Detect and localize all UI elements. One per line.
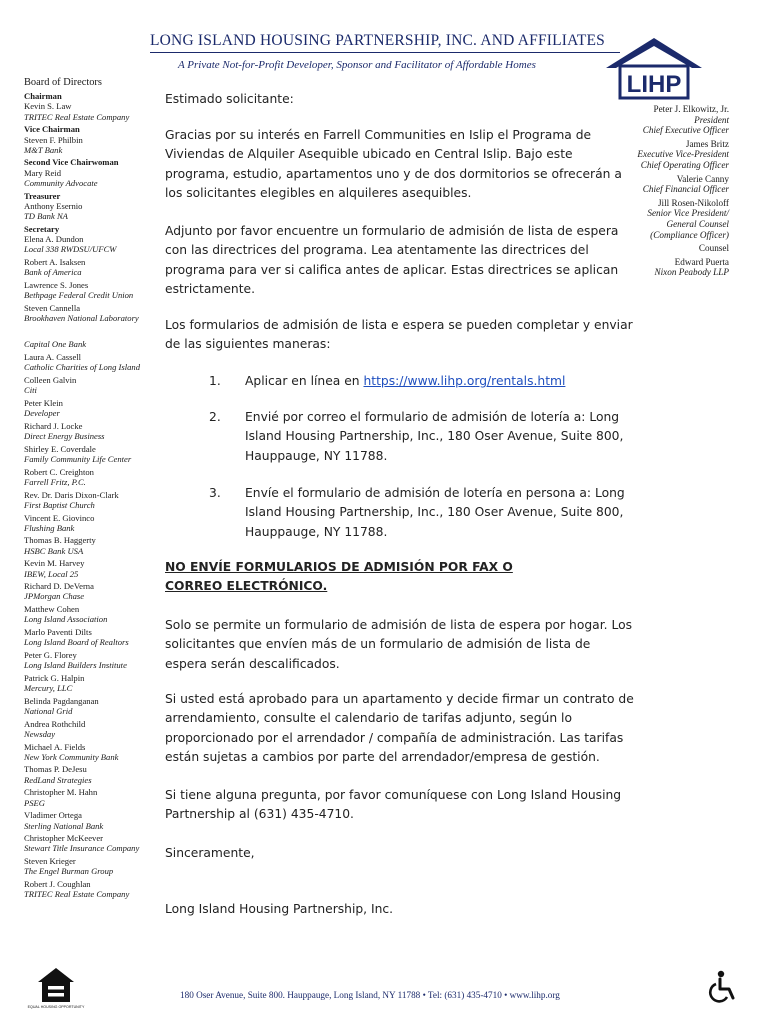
board-member: [24, 856, 159, 876]
member-org: Mercury, LLC: [24, 683, 73, 694]
member-name: Mary Reid: [24, 167, 61, 178]
member-org: Direct Energy Business: [24, 431, 105, 442]
officer-name: Jill Rosen-Nikoloff: [657, 197, 729, 208]
member-org: Long Island Builders Institute: [24, 660, 127, 671]
rentals-link[interactable]: https://www.lihp.org/rentals.html: [363, 374, 566, 388]
member-name: Steven Cannella: [24, 302, 81, 313]
board-member: [24, 879, 159, 899]
board-member: [24, 627, 159, 647]
member-name: Belinda Pagdanganan: [24, 695, 99, 706]
member-org: Citi: [24, 385, 37, 396]
member-name: Anthony Esernio: [24, 200, 83, 211]
board-member: [24, 224, 159, 255]
list-text: Envíe el formulario de admisión de lotería en persona a: Long Island Housing Partnership, Inc., 180 Oser Avenue, Suite 800, Hauppauge, NY 11788.: [245, 486, 625, 539]
member-org: Capital One Bank: [24, 339, 87, 350]
paragraph-4: Solo se permite un formulario de admisión de lista de espera por hogar. Los solicitantes que envíen más de un formulario de admisión de lista de espera serán descalificados.: [165, 618, 633, 671]
member-org: TRITEC Real Estate Company: [24, 111, 130, 122]
officer-title: President Chief Executive Officer: [642, 114, 729, 136]
list-text: Aplicar en línea en: [245, 374, 364, 388]
member-org: First Baptist Church: [24, 499, 95, 510]
closing: Sinceramente,: [165, 846, 255, 860]
member-org: Bank of America: [24, 266, 82, 277]
member-name: Rev. Dr. Daris Dixon-Clark: [24, 489, 119, 500]
board-member: [24, 810, 159, 830]
member-role: Secretary: [24, 223, 60, 234]
list-number: 3.: [209, 486, 221, 500]
member-org: Developer: [24, 408, 60, 419]
officer-name: Edward Puerta: [674, 256, 729, 267]
member-org: Sterling National Bank: [24, 820, 104, 831]
member-name: Robert C. Creighton: [24, 466, 94, 477]
board-member: [24, 719, 159, 739]
member-name: Vincent E. Giovinco: [24, 512, 95, 523]
officer-name: Peter J. Elkowitz, Jr.: [653, 104, 729, 114]
member-name: Christopher M. Hahn: [24, 787, 98, 798]
equal-housing-icon: [27, 966, 85, 1014]
board-member: [24, 467, 159, 487]
member-role: Chairman: [24, 91, 62, 102]
member-name: Kevin M. Harvey: [24, 558, 85, 569]
member-role: Second Vice Chairwoman: [24, 157, 119, 168]
wheelchair-accessible-icon: [707, 970, 739, 1004]
member-name: Richard D. DeVerna: [24, 581, 94, 592]
board-member: [24, 604, 159, 624]
paragraph-2: Adjunto por favor encuentre un formulario de admisión de lista de espera con las directrices del programa. Lea atentamente las directrices del programa para ver si califica antes de aplicar. Estas directrices se aplican estrictamente.: [165, 224, 619, 296]
member-org: PSEG: [24, 797, 46, 808]
member-name: Michael A. Fields: [24, 741, 86, 752]
letterhead-rule: [150, 52, 620, 53]
member-name: Marlo Paventi Dilts: [24, 627, 92, 638]
member-org: Farrell Fritz, P.C.: [24, 476, 86, 487]
member-name: Steven F. Philbin: [24, 134, 83, 145]
list-number: 1.: [209, 374, 221, 388]
board-member: [24, 352, 159, 372]
board-member: [24, 280, 159, 300]
officer-name: James Britz: [685, 138, 729, 149]
member-org: New York Community Bank: [24, 751, 119, 762]
member-org: Brookhaven National Laboratory: [24, 312, 139, 323]
eho-text: EQUAL HOUSING OPPORTUNITY: [27, 1005, 85, 1009]
member-name: Shirley E. Coverdale: [24, 443, 96, 454]
member-org: Family Community Life Center: [24, 454, 132, 464]
member-org: Catholic Charities of Long Island: [24, 362, 141, 373]
member-org: Newsday: [24, 728, 56, 739]
member-name: Lawrence S. Jones: [24, 279, 89, 290]
board-member: [24, 157, 159, 188]
member-org: TRITEC Real Estate Company: [24, 889, 130, 900]
board-member: [24, 833, 159, 853]
board-of-directors: [24, 78, 159, 902]
member-org: Bethpage Federal Credit Union: [24, 289, 134, 300]
footer-address: 180 Oser Avenue, Suite 800. Hauppauge, Long Island, NY 11788 • Tel: (631) 435-4710 • www.lihp.org: [180, 990, 560, 1000]
member-org: National Grid: [24, 705, 73, 716]
board-member: [24, 764, 159, 784]
member-name: Laura A. Cassell: [24, 352, 82, 363]
member-org: Stewart Title Insurance Company: [24, 843, 140, 854]
member-org: IBEW, Local 25: [24, 568, 79, 579]
member-name: Robert A. Isaksen: [24, 256, 86, 267]
board-member: [24, 339, 159, 349]
member-name: Colleen Galvin: [24, 375, 77, 386]
signature: Long Island Housing Partnership, Inc.: [165, 902, 394, 916]
board-member: [24, 742, 159, 762]
member-role: Vice Chairman: [24, 124, 80, 135]
board-member: [24, 490, 159, 510]
fax-warning: NO ENVÍE FORMULARIOS DE ADMISIÓN POR FAX O CORREO ELECTRÓNICO.: [165, 560, 513, 594]
board-member: [24, 191, 159, 222]
member-name: Peter Klein: [24, 397, 63, 408]
member-org: Local 338 RWDSU/UFCW: [24, 244, 117, 255]
board-member: [24, 444, 159, 464]
paragraph-1: Gracias por su interés en Farrell Communities en Islip el Programa de Viviendas de Alquiler Asequible ubicado en Central Islip. Bajo este programa, estudio, apartamentos uno y de dos dormitorios se ofrecerán a los solicitantes elegibles en alquileres asequibles.: [165, 128, 622, 200]
list-number: 2.: [209, 410, 221, 424]
member-name: Thomas P. DeJesu: [24, 764, 87, 775]
board-heading: Board of Directors: [24, 77, 102, 88]
board-member: [24, 581, 159, 601]
member-name: Steven Krieger: [24, 856, 76, 867]
board-member: [24, 303, 159, 323]
officer-title: Chief Financial Officer: [642, 184, 729, 195]
board-member: [24, 535, 159, 555]
member-org: TD Bank NA: [24, 210, 68, 221]
board-member: [24, 375, 159, 395]
paragraph-3: Los formularios de admisión de lista e espera se pueden completar y enviar de las siguientes maneras:: [165, 318, 633, 352]
board-member: [24, 421, 159, 441]
member-name: Kevin S. Law: [24, 101, 72, 112]
member-org: M&T Bank: [24, 144, 63, 155]
officer-name: Valerie Canny: [676, 173, 729, 184]
letterhead-title: LONG ISLAND HOUSING PARTNERSHIP, INC. AND AFFILIATES: [150, 32, 605, 49]
board-member: [24, 257, 159, 277]
member-org: Long Island Board of Realtors: [24, 637, 129, 648]
member-org: Long Island Association: [24, 614, 108, 625]
member-name: Peter G. Florey: [24, 649, 77, 660]
member-org: RedLand Strategies: [24, 774, 92, 785]
member-name: Patrick G. Halpin: [24, 672, 85, 683]
board-member: [24, 696, 159, 716]
officer-title: Senior Vice President/ General Counsel (Compliance Officer): [647, 208, 729, 240]
board-member: [24, 558, 159, 578]
member-name: Thomas B. Haggerty: [24, 535, 96, 546]
member-name: Robert J. Coughlan: [24, 879, 91, 890]
paragraph-5: Si usted está aprobado para un apartamento y decide firmar un contrato de arrendamiento, consulte el calendario de tarifas adjunto, según lo proporcionado por el arrendador / compañía de administración. Las tarifas están sujetas a cambios por parte del arrendador/empresa de gestión.: [165, 692, 634, 764]
member-name: Vladimer Ortega: [24, 810, 82, 821]
member-org: Community Advocate: [24, 177, 98, 188]
member-org: The Engel Burman Group: [24, 866, 114, 877]
board-member: [24, 787, 159, 807]
member-name: Christopher McKeever: [24, 833, 103, 844]
officer-title: Nixon Peabody LLP: [654, 267, 729, 278]
board-member: [24, 91, 159, 122]
member-org: HSBC Bank USA: [24, 545, 84, 556]
member-name: Richard J. Locke: [24, 420, 83, 431]
board-member: [24, 673, 159, 693]
member-org: JPMorgan Chase: [24, 591, 85, 602]
board-member: [24, 398, 159, 418]
letterhead-subtitle: A Private Not-for-Profit Developer, Sponsor and Facilitator of Affordable Homes: [178, 59, 536, 71]
board-member: [24, 513, 159, 533]
logo-text: LIHP: [626, 71, 682, 98]
member-name: Elena A. Dundon: [24, 233, 84, 244]
member-name: Matthew Cohen: [24, 604, 80, 615]
member-org: Flushing Bank: [24, 522, 75, 533]
paragraph-6: Si tiene alguna pregunta, por favor comuníquese con Long Island Housing Partnership al (631) 435-4710.: [165, 788, 622, 822]
member-role: Treasurer: [24, 190, 61, 201]
officer-title: Executive Vice-President Chief Operating Officer: [637, 149, 729, 170]
list-text: Envié por correo el formulario de admisión de lotería a: Long Island Housing Partnership, Inc., 180 Oser Avenue, Suite 800, Hauppauge, NY 11788.: [245, 410, 624, 463]
officer-name: Counsel: [698, 243, 729, 254]
lihp-logo-icon: [598, 34, 708, 100]
greeting: Estimado solicitante:: [165, 92, 294, 106]
member-name: Andrea Rothchild: [24, 718, 86, 729]
board-member: [24, 650, 159, 670]
board-member: [24, 124, 159, 155]
